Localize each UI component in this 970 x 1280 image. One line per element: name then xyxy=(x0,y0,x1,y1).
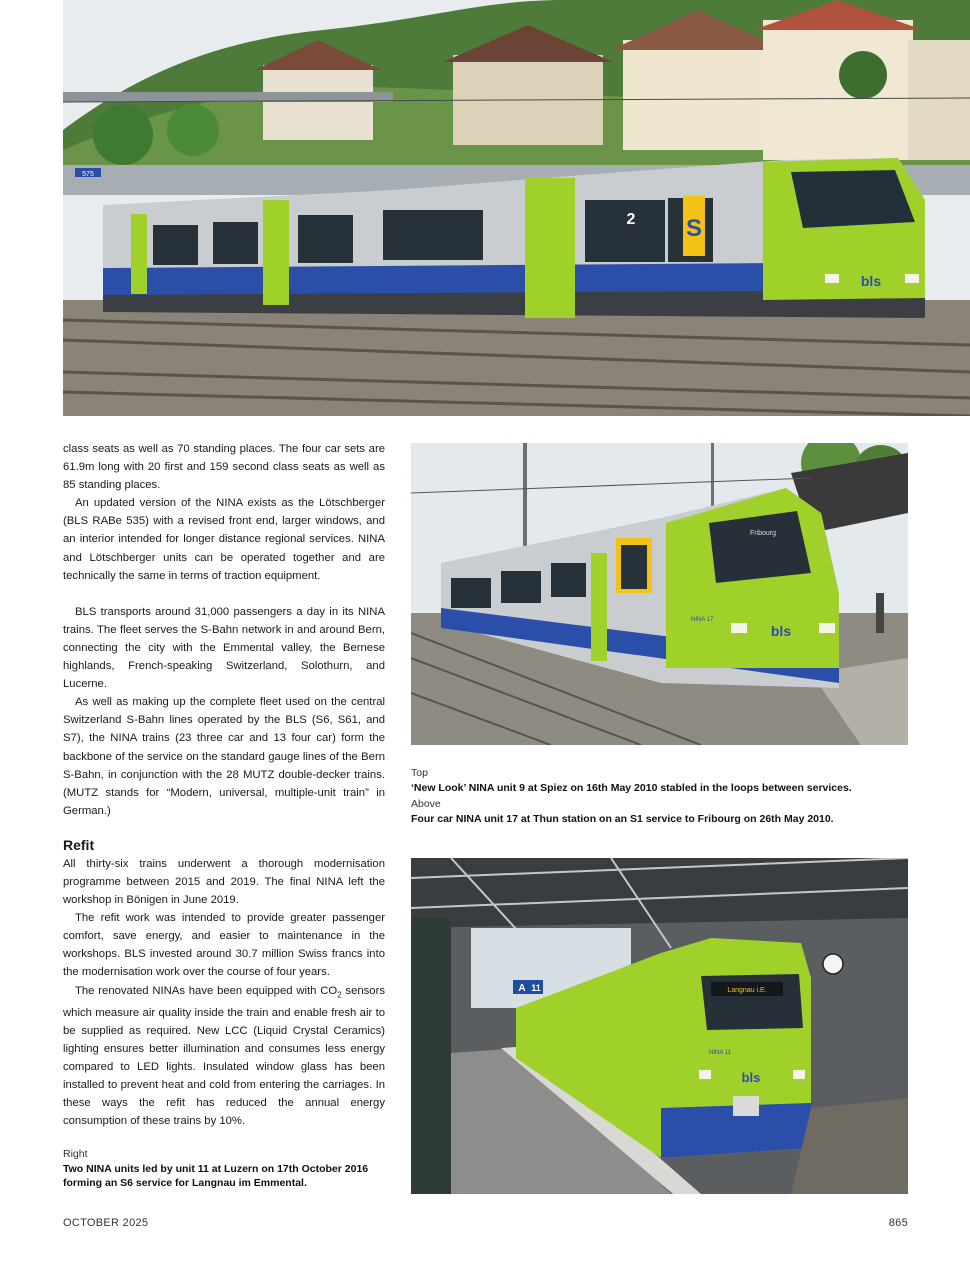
caption-right-text: Two NINA units led by unit 11 at Luzern on 17th October 2016 forming an S6 service for Langnau im Emmental. xyxy=(63,1163,369,1189)
above-photo xyxy=(411,443,908,745)
service-s-logo: S xyxy=(685,215,703,242)
caption-block-top-above xyxy=(411,766,908,826)
footer-issue-date: OCTOBER 2025 xyxy=(63,1217,149,1229)
platform-letter: A xyxy=(518,983,526,994)
body-paragraph: All thirty-six trains underwent a thorough modernisation programme between 2015 and 2019. The final NINA left the workshop in Bönigen in June 2019. xyxy=(63,857,385,907)
co2-text-start: The renovated NINAs have been equipped with CO xyxy=(75,984,338,997)
caption-right-label: Right xyxy=(63,1148,88,1160)
caption-top-text: ‘New Look’ NINA unit 9 at Spiez on 16th May 2010 stabled in the loops between services. xyxy=(411,782,852,794)
co2-subscript: 2 xyxy=(337,989,342,999)
body-paragraph: The refit work was intended to provide greater passenger comfort, save energy, and easier to maintenance in the workshops. BLS invested around 30.7 million Swiss francs into the modernisation work over the course of four years. xyxy=(63,912,385,979)
class-number-label: 2 xyxy=(626,211,636,228)
track-sign-text: 575 xyxy=(82,171,94,178)
body-paragraph: As well as making up the complete fleet used on the central Switzerland S-Bahn lines operated by the BLS (S6, S61, and S7), the NINA trains (23 three car and 13 four car) form the backbone of the service on the standard gauge lines of the Bern S-Bahn, in conjunction with the 28 MUTZ double-decker trains. (MUTZ stands for “Modern, universal, multiple-unit train” in German.) xyxy=(63,696,385,817)
body-paragraph: An updated version of the NINA exists as the Lötschberger (BLS RABe 535) with a revised front end, larger windows, and an interior intended for longer distance regional services. NINA and Lötschberger units can be operated together and are technically the same in terms of traction equipment. xyxy=(63,497,385,582)
unit-label-right: NINA 11 xyxy=(709,1050,731,1056)
caption-top-label: Top xyxy=(411,767,428,779)
body-paragraph-co2 xyxy=(63,982,385,1131)
caption-above-text: Four car NINA unit 17 at Thun station on an S1 service to Fribourg on 26th May 2010. xyxy=(411,813,834,825)
destination-display-above: Fribourg xyxy=(749,530,777,537)
platform-number: 11 xyxy=(531,983,541,993)
bls-logo-right: bls xyxy=(741,1070,761,1085)
body-paragraph: class seats as well as 70 standing places. The four car sets are 61.9m long with 20 first and 159 second class seats as well as 85 standing places. xyxy=(63,443,385,492)
caption-above-label: Above xyxy=(411,798,441,810)
footer-page-number: 865 xyxy=(888,1217,908,1229)
body-paragraph: BLS transports around 31,000 passengers a day in its NINA trains. The fleet serves the S-Bahn network in and around Bern, connecting the city with the Emmental valley, the Bernese highlands, French-speaking Switzerland, Solothurn, and Lucerne. xyxy=(63,605,385,691)
destination-display-right: Langnau i.E. xyxy=(727,987,767,994)
right-photo xyxy=(411,858,908,1194)
bls-logo-above: bls xyxy=(770,623,792,639)
unit-label-above: NINA 17 xyxy=(691,617,714,623)
caption-right xyxy=(63,1147,385,1190)
top-photo xyxy=(63,0,970,416)
section-heading-refit: Refit xyxy=(63,836,95,853)
bls-logo-top: bls xyxy=(860,273,882,289)
co2-text-end: sensors which measure air quality inside the train and enable fresh air to be supplied as required. New LCC (Liquid Crystal Ceramics) lighting ensures better illumination and consumes less energy compared to LED lights. Insulated window glass has been installed to prevent heat and cold from entering the carriages. In these ways the refit has reduced the annual energy consumption of these trains by 10%. xyxy=(63,984,385,1128)
article-text-column xyxy=(63,440,385,1131)
